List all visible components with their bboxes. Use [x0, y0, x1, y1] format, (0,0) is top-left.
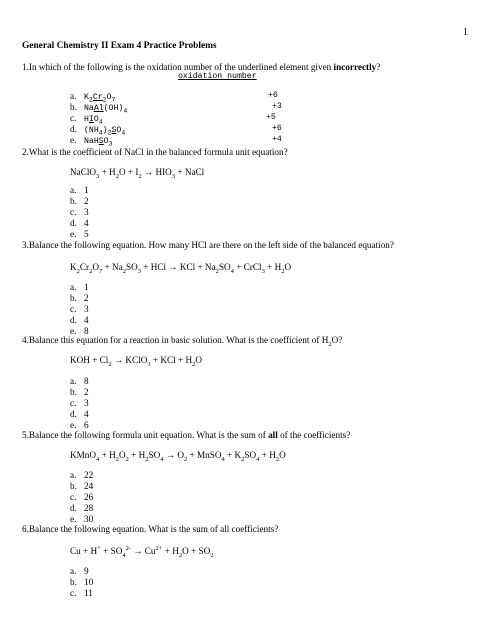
choice-letter: b. — [70, 102, 77, 112]
question-5-text-end: of the coefficients? — [277, 430, 351, 440]
choice-letter: c. — [70, 207, 77, 217]
question-4-text: 4.Balance this equation for a reaction in basic solution. What is the coefficient of H — [22, 335, 329, 345]
choice-text: 4 — [84, 218, 89, 228]
choice-letter: b. — [70, 387, 77, 397]
choice-letter: d. — [70, 503, 77, 513]
question-5 — [22, 430, 350, 442]
question-4-sub: 2 — [328, 340, 332, 348]
choice-text: 1 — [84, 185, 89, 195]
oxidation-value: +4 — [272, 135, 282, 144]
question-4 — [22, 335, 342, 347]
choice-row — [70, 196, 89, 207]
question-4-equation: KOH + $Cl_2$ → KClO$_3$ + KCl + $H_2O$ — [70, 355, 203, 368]
choice-letter: c. — [70, 398, 77, 408]
choice-text: 10 — [84, 577, 94, 587]
question-1-suffix: ? — [376, 62, 381, 72]
choice-letter: b. — [70, 481, 77, 491]
question-1-choices — [70, 91, 310, 146]
question-2-choices — [70, 185, 89, 240]
page-number: 1 — [463, 27, 468, 38]
choice-letter: b. — [70, 293, 77, 303]
question-3-equation: $K_2Cr_2O_7 + Na_2SO_3$ + HCl → KCl + $Na_2SO_4$ + CrCl$_3$ + $H_2O$ — [70, 262, 292, 275]
choice-row — [70, 207, 89, 218]
formula: $HIO_4$ — [84, 115, 103, 126]
question-6-choices — [70, 566, 93, 599]
choice-row — [70, 218, 89, 229]
choice-text: 28 — [84, 503, 94, 513]
choice-text: 1 — [84, 282, 89, 292]
question-2: 2.What is the coefficient of NaCl in the balanced formula unit equation? — [22, 147, 288, 157]
formula: $NaAl(OH)_4$ — [84, 104, 128, 115]
choice-text: 26 — [84, 492, 94, 502]
question-4-choices — [70, 376, 89, 431]
choice-row — [70, 503, 93, 514]
choice-text: 22 — [84, 470, 94, 480]
choice-letter: e. — [70, 420, 77, 430]
choice-row — [70, 282, 89, 293]
choice-text: 4 — [84, 409, 89, 419]
choice-letter: b. — [70, 196, 77, 206]
question-5-equation: KMnO$_4$ + $H_2O_2 + H_2SO_4 \to O_2$ + MnSO$_4$ + $K_2SO_4 + H_2O$ — [70, 450, 286, 463]
question-6-equation: $Cu + H^+ + SO_4^{2-} \to Cu^{2+} + H_2O + SO_2$ — [70, 544, 214, 559]
choice-row — [70, 387, 89, 398]
question-2-equation: NaClO$_3$ + $H_2O + I_2 \to HIO_3$ + NaCl — [70, 167, 205, 180]
formula: $(NH_4)_2SO_4$ — [84, 126, 126, 137]
choice-row — [70, 577, 93, 588]
oxidation-value: +5 — [266, 113, 276, 122]
choice-letter: e. — [70, 326, 77, 336]
oxidation-value: +6 — [272, 124, 282, 133]
choice-row — [70, 588, 93, 599]
choice-text: 4 — [84, 315, 89, 325]
question-5-text: 5.Balance the following formula unit equation. What is the sum of — [22, 430, 269, 440]
question-3-choices — [70, 282, 89, 337]
choice-text: 2 — [84, 387, 89, 397]
choice-row — [70, 102, 310, 113]
choice-text: 11 — [84, 588, 93, 598]
choice-row — [70, 492, 93, 503]
page-title: General Chemistry II Exam 4 Practice Problems — [22, 41, 217, 51]
choice-letter: a. — [70, 91, 77, 101]
choice-letter: d. — [70, 218, 77, 228]
choice-text: 8 — [84, 376, 89, 386]
choice-letter: a. — [70, 185, 77, 195]
question-1-text: 1.In which of the following is the oxidation number of the underlined element given — [22, 62, 334, 72]
oxidation-value: +3 — [272, 102, 282, 111]
choice-text: 2 — [84, 293, 89, 303]
choice-letter: e. — [70, 229, 77, 239]
formula: NaHSO$_3$ — [84, 137, 113, 148]
choice-letter: a. — [70, 470, 77, 480]
choice-letter: a. — [70, 566, 77, 576]
choice-text: 3 — [84, 398, 89, 408]
choice-letter: d. — [70, 124, 77, 134]
oxidation-value: +6 — [268, 91, 278, 100]
choice-row — [70, 124, 310, 135]
question-6: 6.Balance the following equation. What is the sum of all coefficients? — [22, 524, 279, 534]
oxidation-number-label: oxidation number — [178, 72, 257, 81]
choice-row — [70, 409, 89, 420]
choice-text: 30 — [84, 514, 94, 524]
choice-row — [70, 185, 89, 196]
choice-row — [70, 481, 93, 492]
choice-letter: e. — [70, 135, 77, 145]
choice-letter: c. — [70, 588, 77, 598]
formula: $K_2Cr_2O_7$ — [84, 93, 116, 104]
choice-row — [70, 566, 93, 577]
choice-row — [70, 376, 89, 387]
choice-row — [70, 113, 310, 124]
choice-letter: b. — [70, 577, 77, 587]
choice-letter: c. — [70, 492, 77, 502]
question-1-emphasis: incorrectly — [333, 62, 377, 72]
choice-row — [70, 229, 89, 240]
choice-text: 5 — [84, 229, 89, 239]
choice-letter: d. — [70, 409, 77, 419]
choice-row — [70, 315, 89, 326]
question-5-emphasis: all — [268, 430, 278, 440]
choice-text: 3 — [84, 304, 89, 314]
choice-text: 8 — [84, 326, 89, 336]
choice-row — [70, 304, 89, 315]
choice-letter: c. — [70, 304, 77, 314]
choice-text: 24 — [84, 481, 94, 491]
choice-letter: d. — [70, 315, 77, 325]
choice-letter: c. — [70, 113, 77, 123]
choice-row — [70, 293, 89, 304]
choice-text: 6 — [84, 420, 89, 430]
choice-letter: a. — [70, 376, 77, 386]
question-3: 3.Balance the following equation. How many HCl are there on the left side of the balanced equation? — [22, 240, 394, 250]
choice-row — [70, 91, 310, 102]
choice-letter: e. — [70, 514, 77, 524]
choice-row — [70, 470, 93, 481]
choice-letter: a. — [70, 282, 77, 292]
choice-text: 3 — [84, 207, 89, 217]
choice-text: 2 — [84, 196, 89, 206]
choice-row — [70, 135, 310, 146]
choice-row — [70, 398, 89, 409]
question-4-text-end: O? — [331, 335, 343, 345]
choice-text: 9 — [84, 566, 89, 576]
question-5-choices — [70, 470, 93, 525]
